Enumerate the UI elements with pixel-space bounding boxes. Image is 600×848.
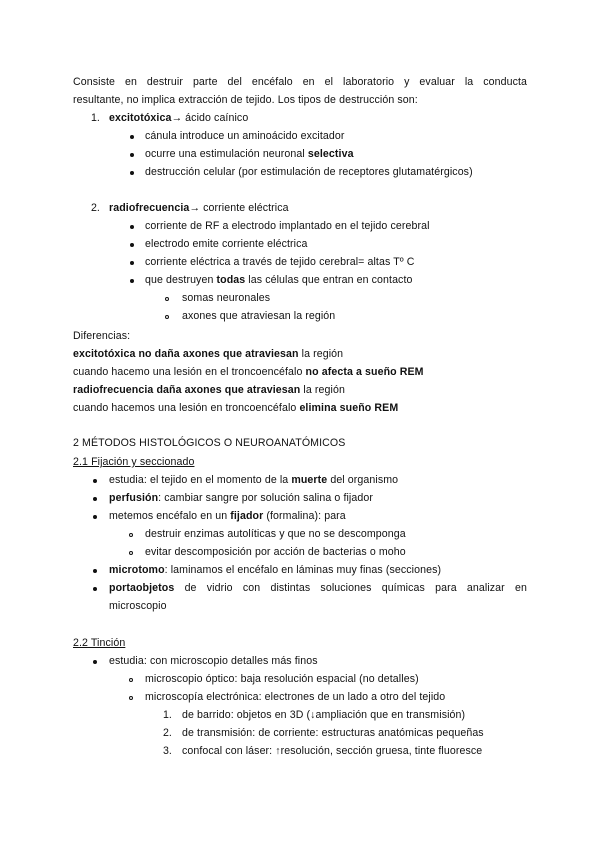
sec2-bullet-5-bold: portaobjetos [109,582,175,594]
item2-arrow-text: → corriente eléctrica [189,202,289,214]
diff-line-1 [73,347,343,361]
sec2-bullet-1-bold: muerte [291,474,328,486]
item2-bullet-4-post: las células que entran en contacto [245,274,413,286]
item2-heading [109,201,289,215]
diff-line-2-bold: no afecta a sueño REM [305,366,424,378]
sec2-bullet-4 [109,563,441,577]
item1-bullet-2 [145,147,354,161]
item2-sub-2: axones que atraviesan la región [182,310,336,322]
item1-bullet-2-bold: selectiva [307,148,354,160]
section-2-title: 2 MÉTODOS HISTOLÓGICOS O NEUROANATÓMICOS [73,437,346,449]
sec2-bullet-3-pre: metemos encéfalo en un [109,510,231,522]
tincion-sub-1: microscopio óptico: baja resolución espacial (no detalles) [145,673,419,685]
sec2-bullet-5-post: de vidrio con distintas soluciones químicas para analizar en [174,582,527,594]
diff-line-4-bold: elimina sueño REM [299,402,399,414]
sec2-bullet-2-post: : cambiar sangre por solución salina o fijador [158,492,373,504]
bullet-icon [130,153,134,157]
circle-bullet-icon [129,678,133,682]
item2-bullet-1: corriente de RF a electrodo implantado en el tejido cerebral [145,220,430,232]
tincion-numbered-3: confocal con láser: ↑resolución, sección gruesa, tinte fluoresce [182,745,483,757]
item2-bullet-4 [145,273,413,287]
diff-line-2-pre: cuando hacemo una lesión en el troncoencéfalo [73,366,306,378]
list-number-1: 1. [91,112,100,124]
bullet-icon [93,479,97,483]
circle-bullet-icon [165,315,169,319]
item2-bullet-4-pre: que destruyen [145,274,217,286]
sec2-sub-2: evitar descomposición por acción de bacterias o moho [145,546,406,558]
item2-term: radiofrecuencia [109,202,190,214]
circle-bullet-icon [129,696,133,700]
bullet-icon [93,569,97,573]
list-number-2: 2. [91,202,100,214]
diff-heading: Diferencias: [73,330,131,342]
tincion-bullet-1: estudia: con microscopio detalles más finos [109,655,318,667]
item1-term: excitotóxica [109,112,172,124]
intro-line-2: resultante, no implica extracción de tejido. Los tipos de destrucción son: [73,94,418,106]
subsection-2-1-text: 2.1 Fijación y seccionado [73,456,195,468]
diff-line-4 [73,401,398,415]
circle-bullet-icon [165,297,169,301]
diff-line-3 [73,383,345,397]
sec2-bullet-5 [109,581,527,595]
list-number: 2. [163,727,172,739]
subsection-2-1-title [73,455,194,469]
tincion-numbered-1: de barrido: objetos en 3D (↓ampliación que en transmisión) [182,709,466,721]
item1-bullet-1: cánula introduce un aminoácido excitador [145,130,345,142]
circle-bullet-icon [129,533,133,537]
diff-line-1-bold: excitotóxica no daña axones que atraviesan [73,348,299,360]
diff-line-3-post: la región [300,384,345,396]
sec2-sub-1: destruir enzimas autolíticas y que no se descomponga [145,528,406,540]
list-number: 1. [163,709,172,721]
bullet-icon [130,279,134,283]
sec2-bullet-4-post: : laminamos el encéfalo en láminas muy finas (secciones) [164,564,442,576]
sec2-bullet-2 [109,491,373,505]
bullet-icon [130,243,134,247]
item1-bullet-2-text: ocurre una estimulación neuronal [145,148,308,160]
bullet-icon [130,225,134,229]
sec2-bullet-3-bold: fijador [230,510,264,522]
sec2-bullet-1-pre: estudia: el tejido en el momento de la [109,474,292,486]
bullet-icon [130,261,134,265]
intro-line-1: Consiste en destruir parte del encéfalo en el laboratorio y evaluar la conducta [73,76,527,88]
item2-sub-1: somas neuronales [182,292,271,304]
item2-bullet-2: electrodo emite corriente eléctrica [145,238,308,250]
sec2-bullet-4-bold: microtomo [109,564,165,576]
sec2-bullet-3 [109,509,346,523]
subsection-2-2-title [73,636,125,650]
tincion-sub-2: microscopía electrónica: electrones de un lado a otro del tejido [145,691,446,703]
bullet-icon [93,660,97,664]
circle-bullet-icon [129,551,133,555]
sec2-bullet-3-post: (formalina): para [263,510,346,522]
bullet-icon [130,135,134,139]
bullet-icon [93,497,97,501]
list-number: 3. [163,745,172,757]
tincion-numbered-2: de transmisión: de corriente: estructuras anatómicas pequeñas [182,727,484,739]
bullet-icon [130,171,134,175]
sec2-bullet-1 [109,473,398,487]
sec2-bullet-1-post: del organismo [327,474,399,486]
item2-bullet-4-bold: todas [216,274,246,286]
item1-arrow-text: → ácido caínico [171,112,249,124]
subsection-2-2-text: 2.2 Tinción [73,637,126,649]
diff-line-4-pre: cuando hacemos una lesión en troncoencéfalo [73,402,300,414]
diff-line-3-bold: radiofrecuencia daña axones que atraviesan [73,384,301,396]
item1-bullet-3: destrucción celular (por estimulación de receptores glutamatérgicos) [145,166,473,178]
item2-bullet-3: corriente eléctrica a través de tejido cerebral= altas Tº C [145,256,415,268]
sec2-bullet-2-bold: perfusión [109,492,159,504]
item1-heading [109,111,248,125]
diff-line-2 [73,365,424,379]
bullet-icon [93,515,97,519]
bullet-icon [93,587,97,591]
sec2-bullet-5-cont: microscopio [109,600,167,612]
diff-line-1-post: la región [298,348,344,360]
